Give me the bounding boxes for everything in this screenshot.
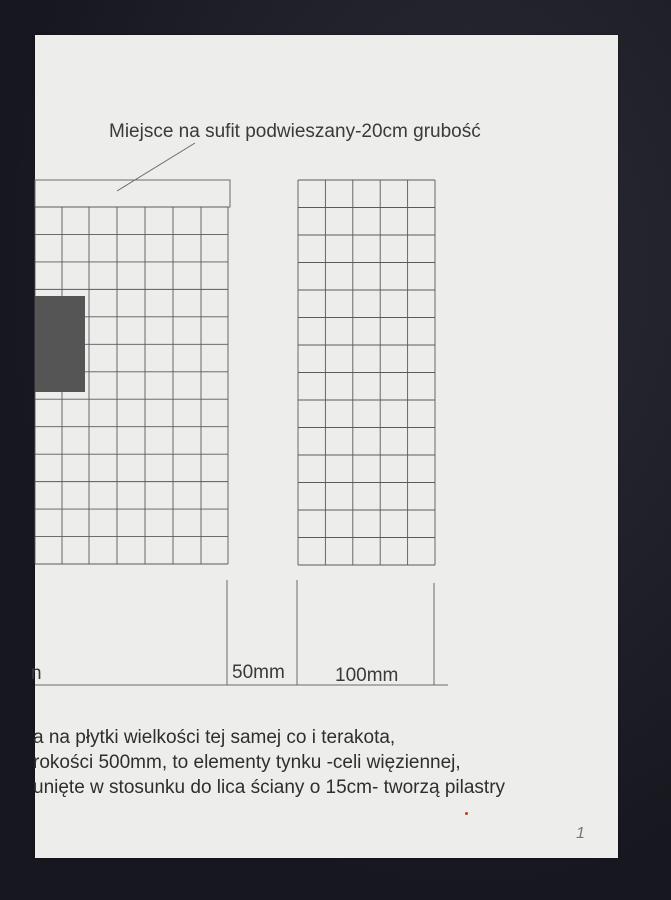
dimension-label-100mm: 100mm xyxy=(335,665,399,686)
dimension-label-cut: n xyxy=(31,663,42,684)
dimension-label-50mm: 50mm xyxy=(232,662,285,683)
caption-leader-line xyxy=(117,143,195,191)
drawing-sheet xyxy=(31,35,618,858)
description-line: unięte w stosunku do lica ściany o 15cm- tworzą pilastry xyxy=(33,777,506,798)
description-line: rokości 500mm, to elementy tynku -celi więziennej, xyxy=(33,752,461,773)
description-line: a na płytki wielkości tej samej co i terakota, xyxy=(33,727,396,748)
ceiling-strip-left xyxy=(35,180,230,207)
dark-block xyxy=(35,296,85,392)
ceiling-caption: Miejsce na sufit podwieszany-20cm grubość xyxy=(109,121,481,142)
page-number: 1 xyxy=(576,825,585,842)
pilaster-tile-grid xyxy=(298,180,435,565)
red-mark xyxy=(465,812,468,815)
